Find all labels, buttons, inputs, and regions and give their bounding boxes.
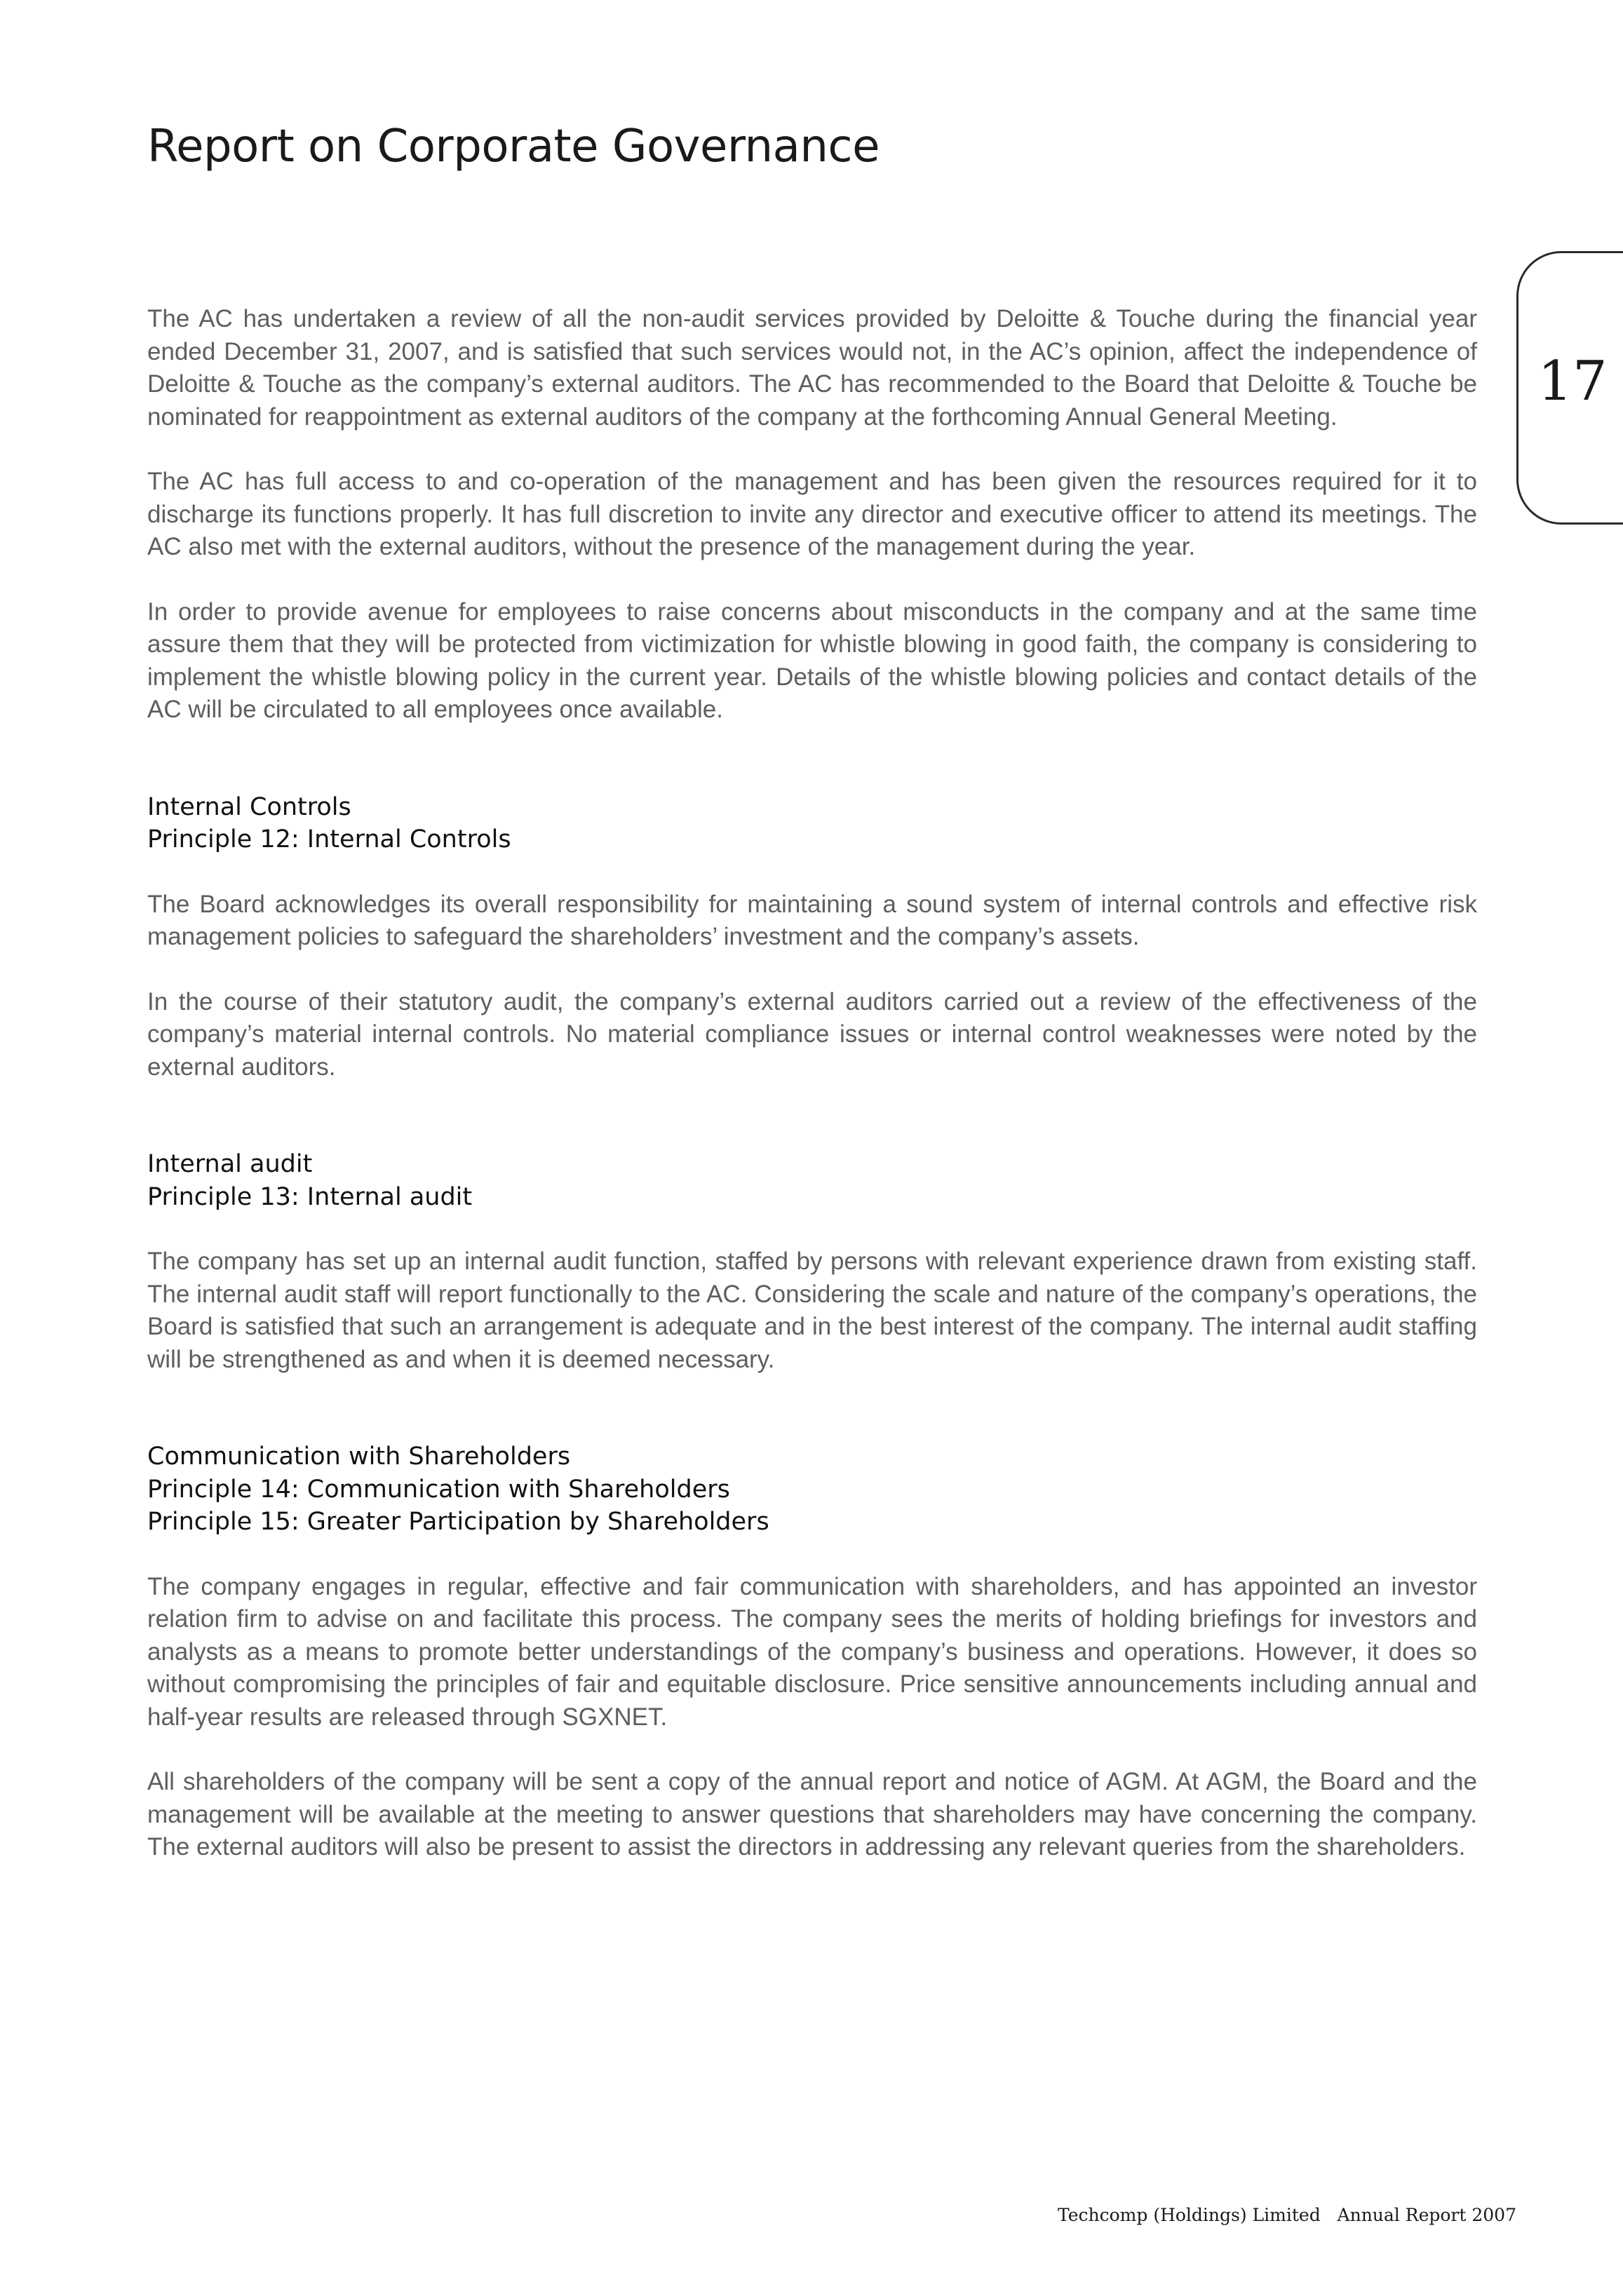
principle-heading: Principle 13: Internal audit [147, 1182, 473, 1211]
section-heading: Internal Controls [147, 792, 351, 821]
document-body [147, 303, 1477, 1896]
principle-heading: Principle 14: Communication with Shareholders [147, 1475, 730, 1504]
section-internal-controls [147, 791, 1477, 856]
page-title: Report on Corporate Governance [147, 121, 880, 173]
section-communication-with-shareholders [147, 1440, 1477, 1539]
section-heading: Internal audit [147, 1150, 313, 1178]
paragraph-non-audit-services: The AC has undertaken a review of all the non-audit services provided by Deloitte & Touche during the financial year ended December 31, 2007, and is satisfied that such services would not, in the AC’s opinion, affect the independence of Deloitte & Touche as the company’s external auditors. The AC has recommended to the Board that Deloitte & Touche be nominated for reappointment as external auditors of the company at the forthcoming Annual General Meeting. [147, 305, 1477, 431]
paragraph: The company has set up an internal audit function, staffed by persons with relevant experience drawn from existing staff. The internal audit staff will report functionally to the AC. Considering the scale and nature of the company’s operations, the Board is satisfied that such an arrangement is adequate and in the best interest of the company. The internal audit staffing will be strengthened as and when it is deemed necessary. [147, 1248, 1477, 1373]
paragraph: The Board acknowledges its overall responsibility for maintaining a sound system of internal controls and effective risk management policies to safeguard the shareholders’ investment and the company’s assets. [147, 890, 1477, 950]
section-heading: Communication with Shareholders [147, 1443, 571, 1471]
page-number: 17 [1537, 350, 1608, 413]
principle-heading: Principle 15: Greater Participation by Shareholders [147, 1508, 769, 1536]
paragraph-ac-access: The AC has full access to and co-operation of the management and has been given the resources required for it to discharge its functions properly. It has full discretion to invite any director and executive officer to attend its meetings. The AC also met with the external auditors, without the presence of the management during the year. [147, 468, 1477, 560]
paragraph-whistle-blowing: In order to provide avenue for employees to raise concerns about misconducts in the company and at the same time assure them that they will be protected from victimization for whistle blowing in good faith, the company is considering to implement the whistle blowing policy in the current year. Details of the whistle blowing policies and contact details of the AC will be circulated to all employees once available. [147, 597, 1477, 723]
principle-heading: Principle 12: Internal Controls [147, 825, 511, 853]
section-internal-audit [147, 1148, 1477, 1213]
paragraph: The company engages in regular, effective and fair communication with shareholders, and has appointed an investor relation firm to advise on and facilitate this process. The company sees the merits of holding briefings for investors and analysts as a means to promote better understandings of the company’s business and operations. However, it does so without compromising the principles of fair and equitable disclosure. Price sensitive announcements including annual and half-year results are released through SGXNET. [147, 1572, 1477, 1731]
paragraph: In the course of their statutory audit, the company’s external auditors carried out a review of the effectiveness of the company’s material internal controls. No material compliance issues or internal control weaknesses were noted by the external auditors. [147, 987, 1477, 1081]
footer-report-name: Techcomp (Holdings) Limited Annual Report 2007 [1057, 2205, 1516, 2225]
paragraph: All shareholders of the company will be sent a copy of the annual report and notice of AGM. At AGM, the Board and the management will be available at the meeting to answer questions that shareholders may have concerning the company. The external auditors will also be present to assist the directors in addressing any relevant queries from the shareholders. [147, 1768, 1477, 1861]
